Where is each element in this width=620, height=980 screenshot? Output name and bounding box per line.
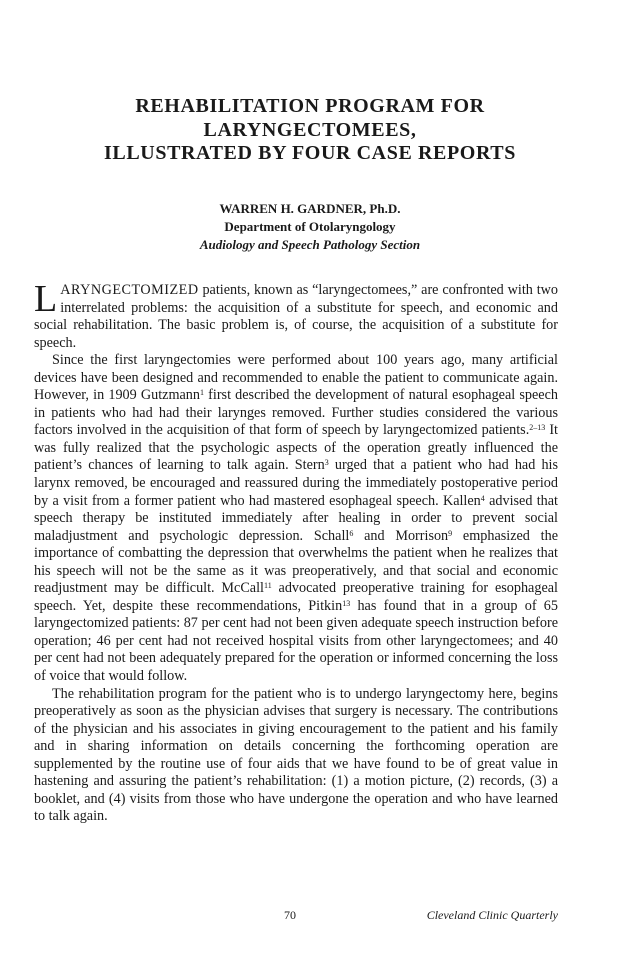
author-department: Department of Otolaryngology: [224, 219, 396, 234]
title-line-2: LARYNGECTOMEES,: [203, 118, 417, 141]
text-run: It was fully realized that the psychologic aspects of the operation greatly influenced the patient’s chances of learning to talk again. Stern: [34, 422, 558, 474]
paragraph-1: [34, 278, 558, 352]
drop-cap: L: [34, 278, 58, 320]
citation: 9: [448, 528, 453, 538]
text-run: advocated preoperative training for esophageal speech. Yet, despite these recommendations, Pitkin: [34, 580, 558, 614]
article-title: [0, 95, 620, 166]
paragraph-2: [34, 352, 558, 685]
citation: 4: [480, 493, 485, 503]
text-run: urged that a patient who had had his larynx removed, be encouraged and reassured during the immediately postoperative period by a visit from a former patient who had mastered esophageal speech. Kallen: [34, 457, 559, 509]
text-run: advised that speech therapy be instituted immediately after healing in order to prevent social maladjustment and psychologic depression. Schall: [34, 492, 559, 544]
citation: 13: [342, 598, 351, 608]
citation: 1: [199, 388, 204, 398]
text-run: and Morrison: [353, 527, 449, 544]
title-line-1: REHABILITATION PROGRAM FOR: [135, 95, 485, 117]
page-number: 70: [284, 908, 296, 922]
text-run: first described the development of natural esophageal speech in patients who had had their larynges removed. Further studies considered the various factors involved in the acquisition of that form of speech by laryngectomized patients.: [34, 387, 558, 439]
text-run: emphasized the importance of combatting the depression that overwhelms the patient when he realizes that his speech will not be the same as it was preoperatively, and that social and economic readjustment may be difficult. McCall: [34, 527, 558, 597]
citation: 3: [324, 458, 329, 468]
text-run: Since the first laryngectomies were performed about 100 years ago, many artificial devices have been designed and recommended to enable the patient to communicate again. However, in 1909 Gutzmann: [34, 352, 558, 404]
citation: 6: [349, 528, 354, 538]
paragraph-3: The rehabilitation program for the patient who is to undergo laryngectomy here, begins preoperatively as soon as the physician advises that surgery is necessary. The contributions of the physician and his associates in giving encouragement to the patient and his family and in sharing information on details concerning the forthcoming operation are supplemented by the routine use of four aids that we have found to be of great value in hastening and assuring the patient’s rehabilitation: (1) a motion picture, (2) records, (3) a booklet, and (4) visits from those who have undergone the operation and who have learned to talk again.: [34, 685, 558, 825]
author-name: WARREN H. GARDNER, Ph.D.: [219, 201, 401, 216]
article-body: [34, 278, 559, 826]
journal-name: Cleveland Clinic Quarterly: [426, 908, 558, 922]
citation: 11: [264, 581, 272, 591]
lead-word: ARYNGECTOMIZED: [60, 282, 199, 298]
citation: 2–13: [529, 423, 546, 433]
author-block: [0, 200, 620, 254]
title-line-3: ILLUSTRATED BY FOUR CASE REPORTS: [104, 142, 516, 164]
paragraph-1-text: patients, known as “laryngectomees,” are confronted with two interrelated problems: the acquisition of a substitute for speech, and economic and social rehabilitation. The basic problem is, of course, the acquisition of a substitute for speech.: [34, 282, 558, 351]
text-run: has found that in a group of 65 laryngectomized patients: 87 per cent had not been given adequate speech instruction before operation; 46 per cent had not received hospital visits from other laryngectomees; and 40 per cent had not been adequately prepared for the operation or informed concerning the loss of voice that would follow.: [34, 597, 558, 685]
author-section: Audiology and Speech Pathology Section: [199, 237, 421, 252]
